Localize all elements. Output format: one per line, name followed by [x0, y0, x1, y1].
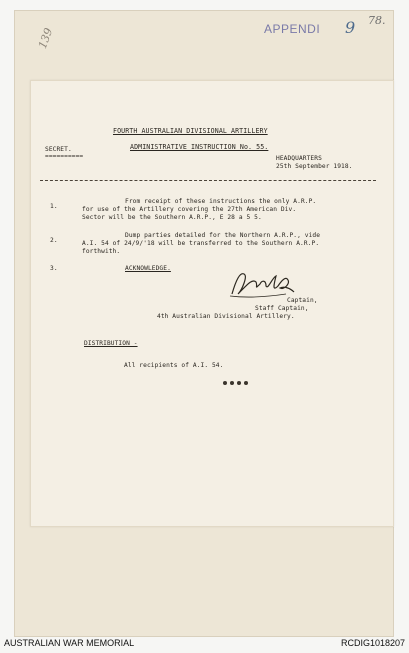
- item-2-number: 2.: [50, 237, 58, 244]
- footer-archive-name: AUSTRALIAN WAR MEMORIAL: [4, 638, 135, 648]
- end-marks: [223, 381, 248, 385]
- footer-record-id: RCDIG1018207: [340, 638, 405, 648]
- instruction-subtitle: ADMINISTRATIVE INSTRUCTION No. 55.: [130, 143, 269, 151]
- item-1-number: 1.: [50, 203, 58, 210]
- item-2-line-2: A.I. 54 of 24/9/'18 will be transferred to the Southern A.R.P.: [82, 240, 320, 247]
- item-2-line-3: forthwith.: [82, 248, 121, 255]
- handwritten-signature: [226, 266, 298, 300]
- classification: SECRET.: [45, 146, 72, 153]
- item-1-line-1: From receipt of these instructions the only A.R.P.: [125, 198, 317, 205]
- folio-number: 139: [36, 26, 56, 51]
- document-title: FOURTH AUSTRALIAN DIVISIONAL ARTILLERY: [113, 127, 268, 135]
- signature-rank: Captain,: [287, 297, 318, 304]
- item-1-line-3: Sector will be the Southern A.R.P., E 28 a 5 5.: [82, 214, 262, 221]
- appendix-extra: 78.: [368, 14, 386, 27]
- appendix-stamp: APPENDI: [264, 22, 321, 36]
- distribution-text: All recipients of A.I. 54.: [124, 362, 224, 369]
- item-3-line-1: ACKNOWLEDGE.: [125, 265, 171, 272]
- appendix-number: 9: [345, 18, 356, 37]
- signature-role: Staff Captain,: [255, 305, 309, 312]
- separator-line: [40, 180, 376, 181]
- document-date: 25th September 1918.: [276, 163, 353, 170]
- item-3-number: 3.: [50, 265, 58, 272]
- distribution-label: DISTRIBUTION -: [84, 340, 138, 347]
- item-1-line-2: for use of the Artillery covering the 27th American Div.: [82, 206, 297, 213]
- classification-underline: ==========: [45, 153, 84, 160]
- headquarters-label: HEADQUARTERS: [276, 155, 322, 162]
- item-2-line-1: Dump parties detailed for the Northern A.R.P., vide: [125, 232, 321, 239]
- signature-unit: 4th Australian Divisional Artillery.: [157, 313, 295, 320]
